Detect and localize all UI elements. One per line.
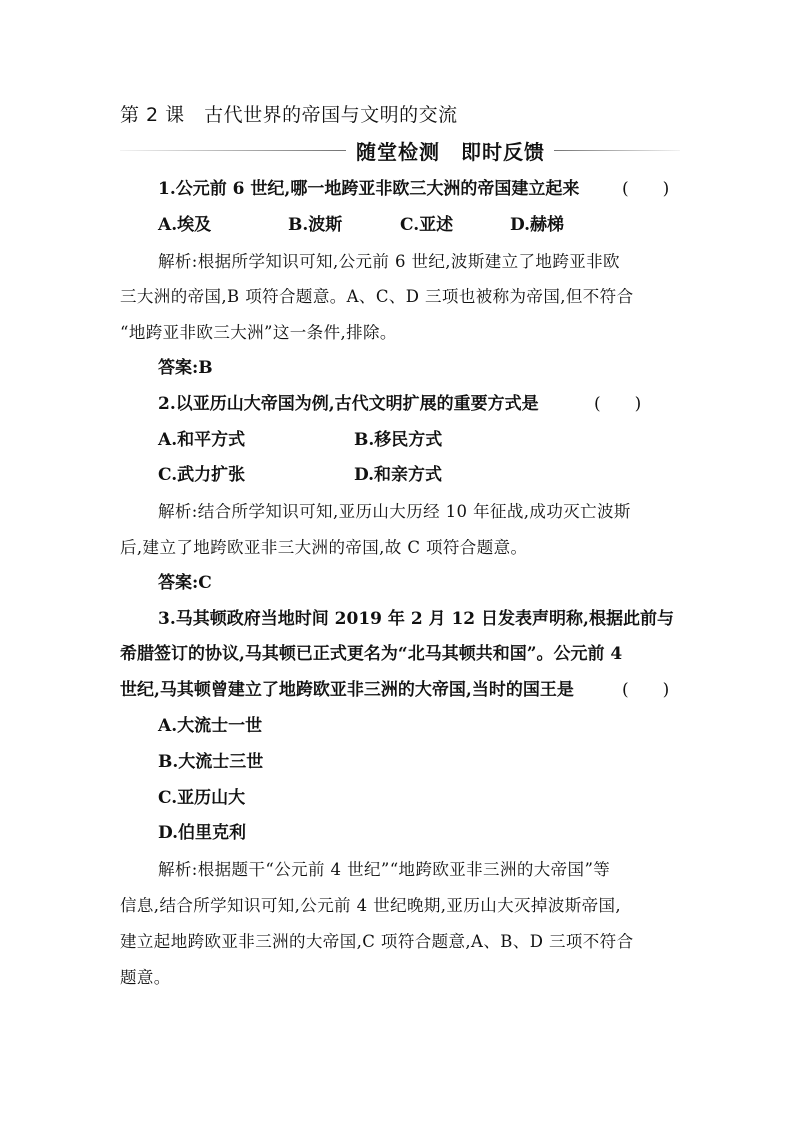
question-3-bracket: ( ) bbox=[622, 680, 670, 701]
q3-option-d: D.伯里克利 bbox=[158, 823, 247, 844]
banner-rule-left bbox=[120, 150, 346, 151]
section-label: 随堂检测 即时反馈 bbox=[356, 140, 545, 164]
q1-option-a: A.埃及 bbox=[158, 214, 212, 235]
question-1-bracket: ( ) bbox=[622, 179, 670, 199]
question-1-text: 1.公元前 6 世纪,哪一地跨亚非欧三大洲的帝国建立起来 bbox=[158, 179, 580, 199]
question-1-options bbox=[120, 208, 680, 244]
q2-explain-line-2: 后,建立了地跨欧亚非三大洲的帝国,故 C 项符合题意。 bbox=[120, 537, 528, 557]
q1-explain-line-1: 解析:根据所学知识可知,公元前 6 世纪,波斯建立了地跨亚非欧 bbox=[158, 251, 620, 271]
question-2-bracket: ( ) bbox=[594, 393, 642, 414]
q1-option-c: C.亚述 bbox=[400, 214, 454, 235]
q1-option-d: D.赫梯 bbox=[510, 214, 565, 235]
q3-explain-line-4: 题意。 bbox=[120, 967, 171, 987]
question-list bbox=[120, 172, 680, 995]
q2-option-b: B.移民方式 bbox=[354, 429, 443, 450]
question-3-stem-line-3 bbox=[120, 673, 680, 709]
q2-answer: 答案:C bbox=[158, 572, 212, 593]
question-2-options-row-2 bbox=[120, 458, 680, 494]
q3-explain-line-2: 信息,结合所学知识可知,公元前 4 世纪晚期,亚历山大灭掉波斯帝国, bbox=[120, 895, 622, 915]
banner-rule-right bbox=[554, 150, 680, 151]
q3-option-b: B.大流士三世 bbox=[158, 751, 264, 772]
question-3-stem-line-1: 3.马其顿政府当地时间 2019 年 2 月 12 日发表声明称,根据此前与 bbox=[158, 608, 674, 629]
question-2-stem bbox=[120, 387, 680, 423]
question-1-stem bbox=[120, 172, 680, 208]
q1-explain-line-3: “地跨亚非欧三大洲”这一条件,排除。 bbox=[120, 323, 397, 343]
q2-explain-line-1: 解析:结合所学知识可知,亚历山大历经 10 年征战,成功灭亡波斯 bbox=[158, 502, 631, 522]
q2-option-d: D.和亲方式 bbox=[354, 465, 443, 486]
q3-explain-line-3: 建立起地跨欧亚非三洲的大帝国,C 项符合题意,A、B、D 三项不符合 bbox=[120, 931, 634, 951]
q2-option-a: A.和平方式 bbox=[158, 429, 246, 450]
question-2-options-row-1 bbox=[120, 423, 680, 459]
q1-explain-line-2: 三大洲的帝国,B 项符合题意。A、C、D 三项也被称为帝国,但不符合 bbox=[120, 287, 634, 307]
q1-answer: 答案:B bbox=[158, 357, 213, 378]
q3-option-a: A.大流士一世 bbox=[158, 715, 263, 736]
section-banner bbox=[120, 136, 680, 166]
lesson-title: 第 2 课 古代世界的帝国与文明的交流 bbox=[120, 104, 458, 126]
question-3-text-line-3: 世纪,马其顿曾建立了地跨欧亚非三洲的大帝国,当时的国王是 bbox=[120, 680, 574, 701]
q3-option-c: C.亚历山大 bbox=[158, 787, 246, 808]
question-2-text: 2.以亚历山大帝国为例,古代文明扩展的重要方式是 bbox=[158, 393, 539, 414]
q3-explain-line-1: 解析:根据题干“公元前 4 世纪”“地跨欧亚非三洲的大帝国”等 bbox=[158, 860, 611, 880]
q1-option-b: B.波斯 bbox=[288, 214, 343, 235]
q2-option-c: C.武力扩张 bbox=[158, 465, 246, 486]
question-3-stem-line-2: 希腊签订的协议,马其顿已正式更名为“北马其顿共和国”。公元前 4 bbox=[120, 644, 623, 665]
